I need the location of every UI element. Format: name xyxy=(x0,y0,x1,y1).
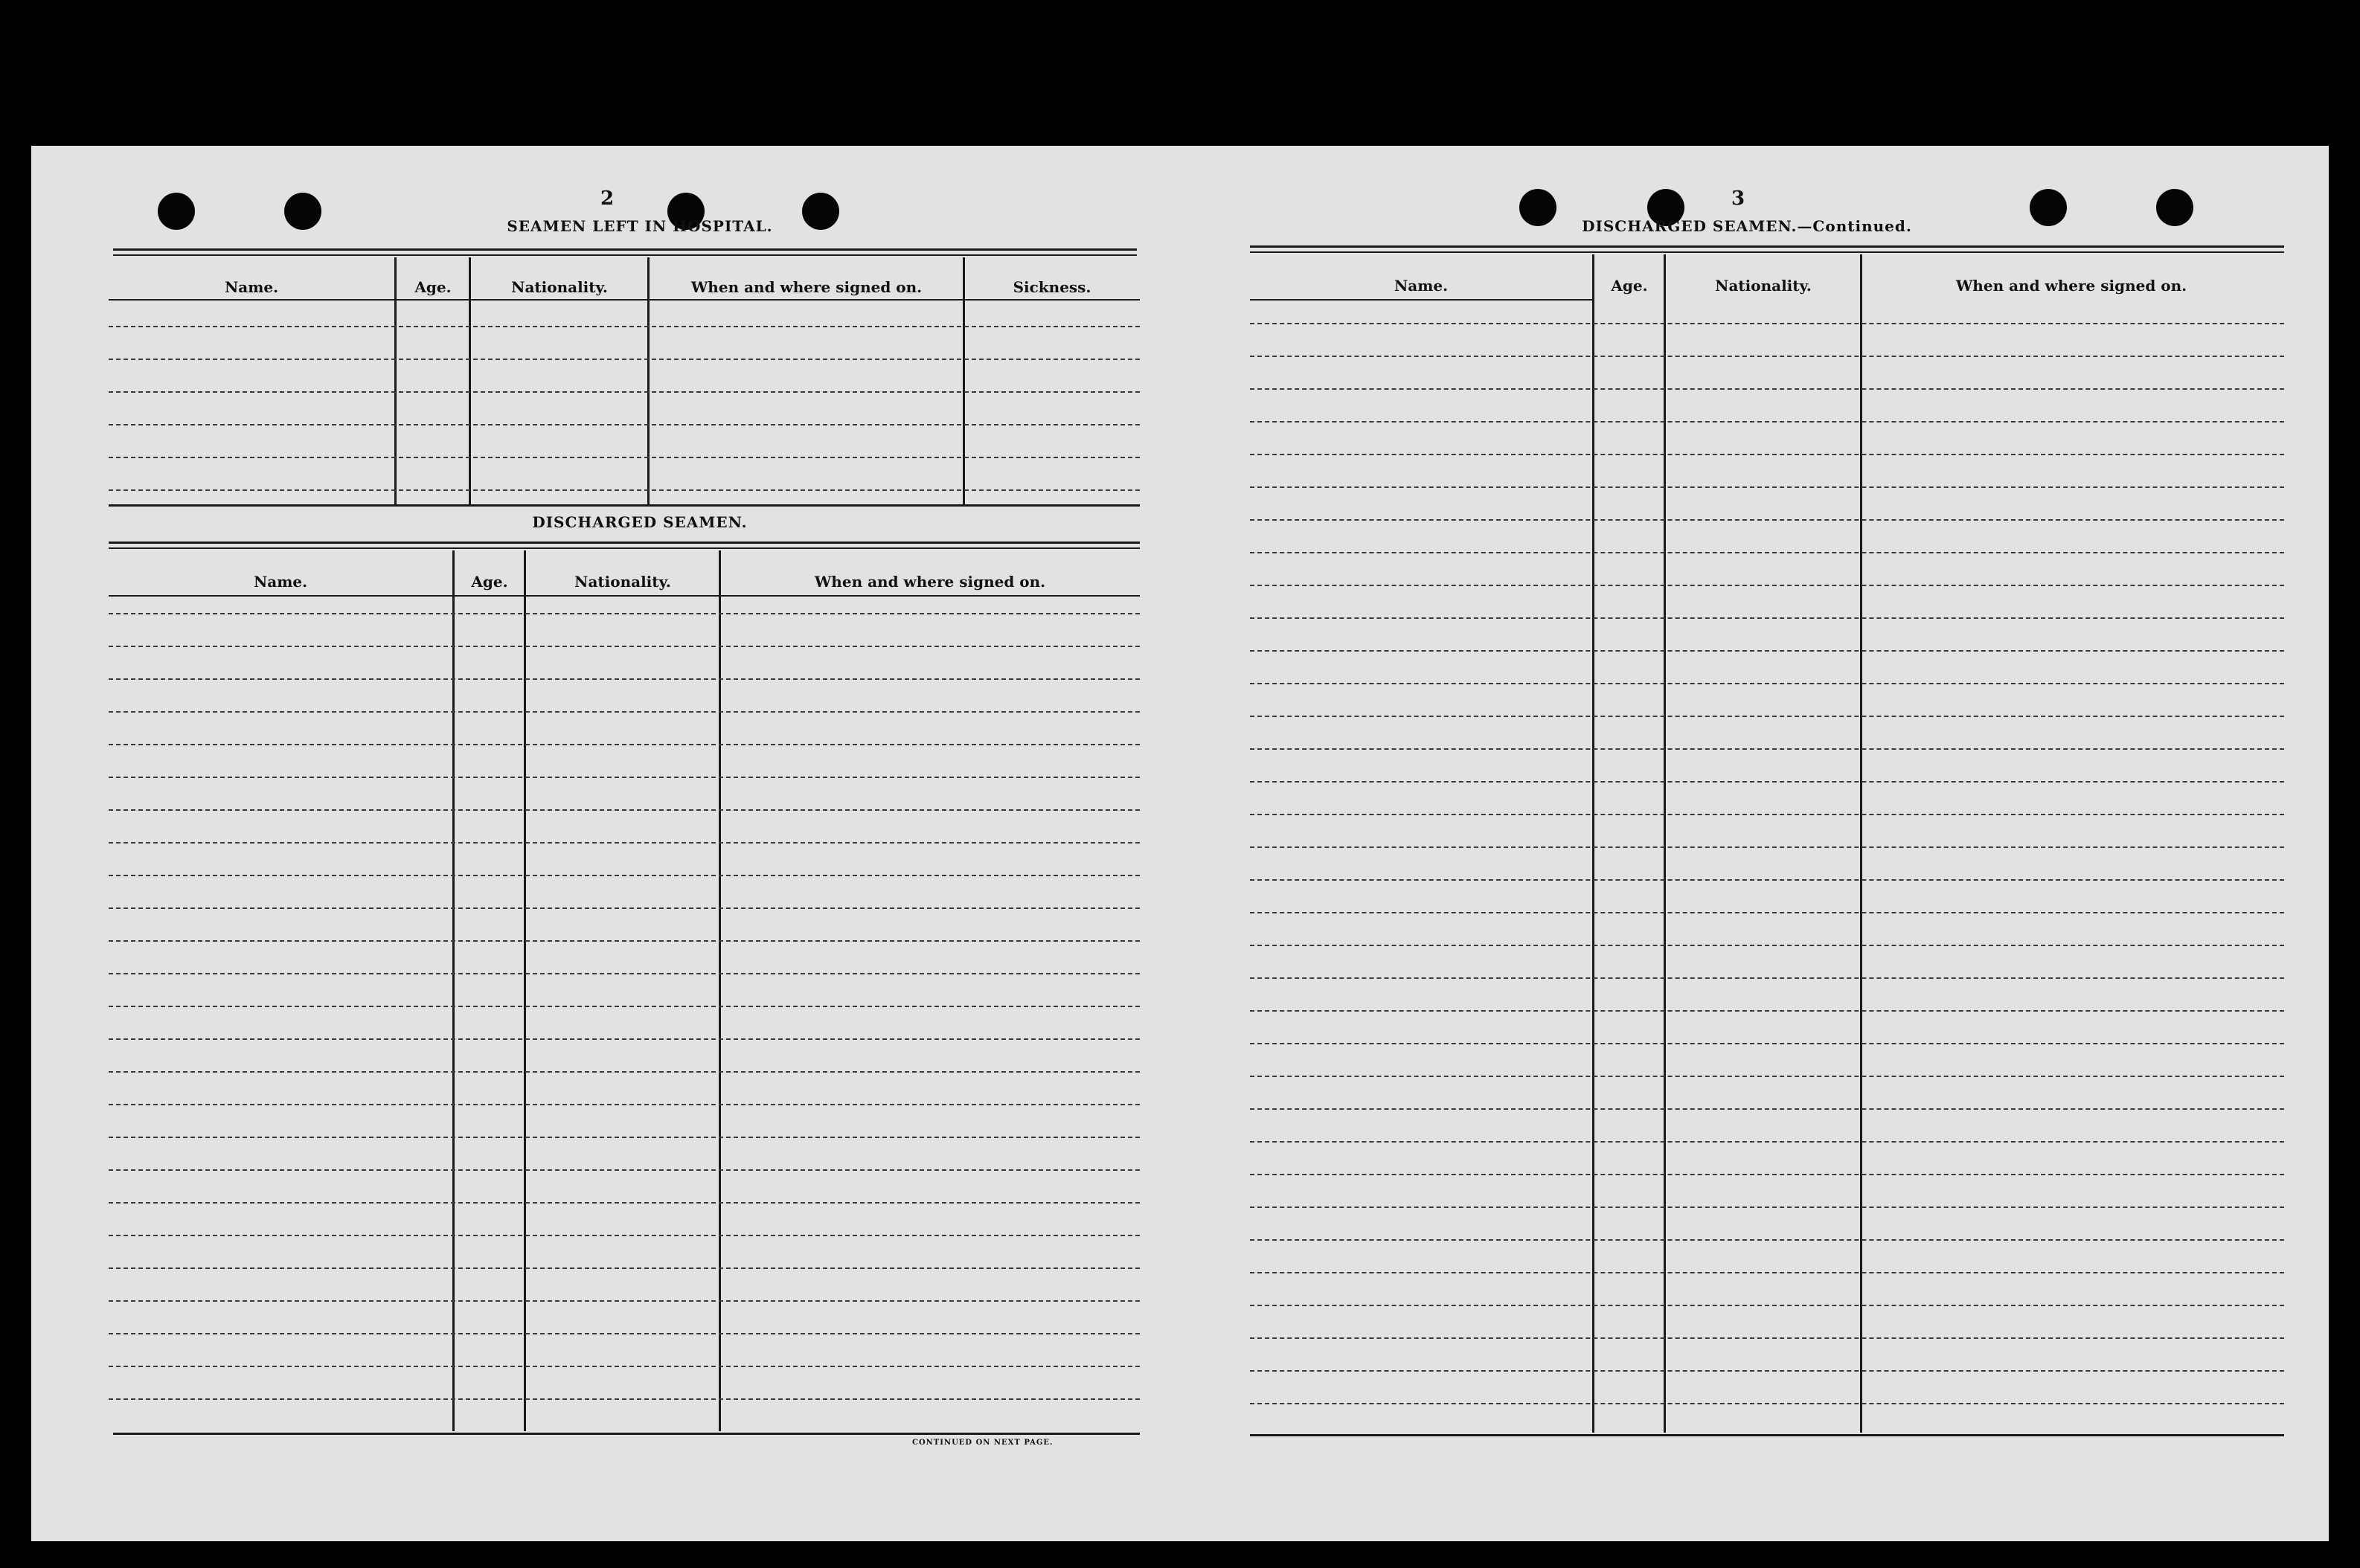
entry-line xyxy=(109,326,1140,327)
entry-line xyxy=(1250,716,2284,717)
entry-line xyxy=(1250,1305,2284,1306)
entry-line xyxy=(109,646,1140,647)
entry-line xyxy=(109,1300,1140,1302)
header-rule xyxy=(109,299,1140,301)
punch-hole-icon xyxy=(284,193,321,230)
entry-line xyxy=(1250,1272,2284,1273)
rule xyxy=(113,248,1137,251)
entry-line xyxy=(109,809,1140,811)
entry-line xyxy=(109,1071,1140,1073)
column-header-signed-on: When and where signed on. xyxy=(690,278,923,296)
entry-line xyxy=(1250,323,2284,324)
entry-line xyxy=(1250,1337,2284,1339)
entry-line xyxy=(109,940,1140,942)
column-header-signed-on: When and where signed on. xyxy=(814,573,1046,591)
column-header-name: Name. xyxy=(1394,277,1449,295)
page-number-right: 3 xyxy=(1731,187,1745,210)
entry-line xyxy=(1250,1108,2284,1110)
hospital-table xyxy=(109,257,1140,504)
entry-line xyxy=(109,489,1140,491)
entry-line xyxy=(1250,617,2284,619)
column-divider xyxy=(719,550,721,1431)
entry-line xyxy=(1250,945,2284,946)
rule xyxy=(1250,1434,2284,1436)
column-divider xyxy=(469,257,471,504)
entry-line xyxy=(1250,486,2284,488)
entry-line xyxy=(109,678,1140,680)
column-divider xyxy=(963,257,965,504)
entry-line xyxy=(1250,1403,2284,1404)
entry-line xyxy=(109,1038,1140,1040)
entry-line xyxy=(1250,454,2284,455)
entry-line xyxy=(1250,1239,2284,1241)
entry-line xyxy=(109,1137,1140,1138)
entry-line xyxy=(109,1169,1140,1171)
rule xyxy=(109,547,1140,549)
column-header-age: Age. xyxy=(1611,277,1648,295)
header-rule xyxy=(109,595,1140,597)
punch-hole-icon xyxy=(2156,189,2193,226)
column-header-age: Age. xyxy=(471,573,508,591)
entry-line xyxy=(1250,650,2284,652)
discharged-continued-title: DISCHARGED SEAMEN.—Continued. xyxy=(1582,217,1912,235)
entry-line xyxy=(1250,552,2284,553)
entry-line xyxy=(109,1235,1140,1236)
entry-line xyxy=(1250,879,2284,881)
entry-line xyxy=(109,1366,1140,1367)
entry-line xyxy=(1250,1076,2284,1077)
entry-line xyxy=(109,842,1140,844)
column-divider xyxy=(452,550,455,1431)
entry-line xyxy=(1250,1370,2284,1372)
entry-line xyxy=(109,457,1140,458)
entry-line xyxy=(1250,977,2284,979)
discharged-table-right xyxy=(1250,254,2284,1433)
entry-line xyxy=(109,1202,1140,1204)
column-header-nationality: Nationality. xyxy=(1715,277,1812,295)
entry-line xyxy=(109,424,1140,425)
entry-line xyxy=(109,391,1140,393)
discharged-section-title: DISCHARGED SEAMEN. xyxy=(532,513,748,531)
column-header-age: Age. xyxy=(414,278,452,296)
entry-line xyxy=(1250,1043,2284,1044)
rule xyxy=(113,254,1137,256)
entry-line xyxy=(1250,1206,2284,1208)
column-divider xyxy=(647,257,650,504)
punch-hole-icon xyxy=(158,193,195,230)
entry-line xyxy=(1250,748,2284,750)
header-rule xyxy=(1250,299,1592,301)
entry-line xyxy=(1250,421,2284,422)
rule xyxy=(109,504,1140,507)
hospital-section-title: SEAMEN LEFT IN HOSPITAL. xyxy=(507,217,773,235)
entry-line xyxy=(109,359,1140,360)
column-divider xyxy=(1860,254,1862,1433)
entry-line xyxy=(109,777,1140,778)
entry-line xyxy=(1250,585,2284,586)
column-header-name: Name. xyxy=(253,573,308,591)
entry-line xyxy=(109,1398,1140,1400)
column-header-sickness: Sickness. xyxy=(1013,278,1091,296)
column-divider xyxy=(524,550,526,1431)
column-divider xyxy=(1664,254,1666,1433)
rule xyxy=(113,1433,1140,1435)
entry-line xyxy=(1250,1010,2284,1012)
rule xyxy=(1250,251,2284,253)
entry-line xyxy=(109,875,1140,876)
continued-note: CONTINUED ON NEXT PAGE. xyxy=(912,1439,1054,1447)
entry-line xyxy=(109,1267,1140,1269)
entry-line xyxy=(1250,388,2284,390)
entry-line xyxy=(109,613,1140,614)
entry-line xyxy=(1250,519,2284,521)
rule xyxy=(109,542,1140,544)
entry-line xyxy=(1250,356,2284,357)
discharged-table-left xyxy=(109,550,1143,1431)
column-header-name: Name. xyxy=(224,278,279,296)
entry-line xyxy=(1250,912,2284,913)
entry-line xyxy=(109,973,1140,974)
entry-line xyxy=(1250,1141,2284,1143)
entry-line xyxy=(1250,781,2284,783)
column-header-nationality: Nationality. xyxy=(511,278,608,296)
entry-line xyxy=(1250,683,2284,684)
column-header-signed-on: When and where signed on. xyxy=(1955,277,2187,295)
entry-line xyxy=(109,907,1140,909)
entry-line xyxy=(109,711,1140,713)
column-divider xyxy=(394,257,397,504)
entry-line xyxy=(109,1333,1140,1334)
punch-hole-icon xyxy=(2030,189,2067,226)
page-number-left: 2 xyxy=(600,187,615,210)
entry-line xyxy=(1250,1174,2284,1175)
entry-line xyxy=(109,1104,1140,1105)
column-divider xyxy=(1592,254,1594,1433)
entry-line xyxy=(109,744,1140,745)
rule xyxy=(1250,245,2284,248)
entry-line xyxy=(1250,846,2284,848)
column-header-nationality: Nationality. xyxy=(574,573,671,591)
entry-line xyxy=(1250,814,2284,815)
entry-line xyxy=(109,1006,1140,1007)
document-page xyxy=(31,146,2329,1541)
